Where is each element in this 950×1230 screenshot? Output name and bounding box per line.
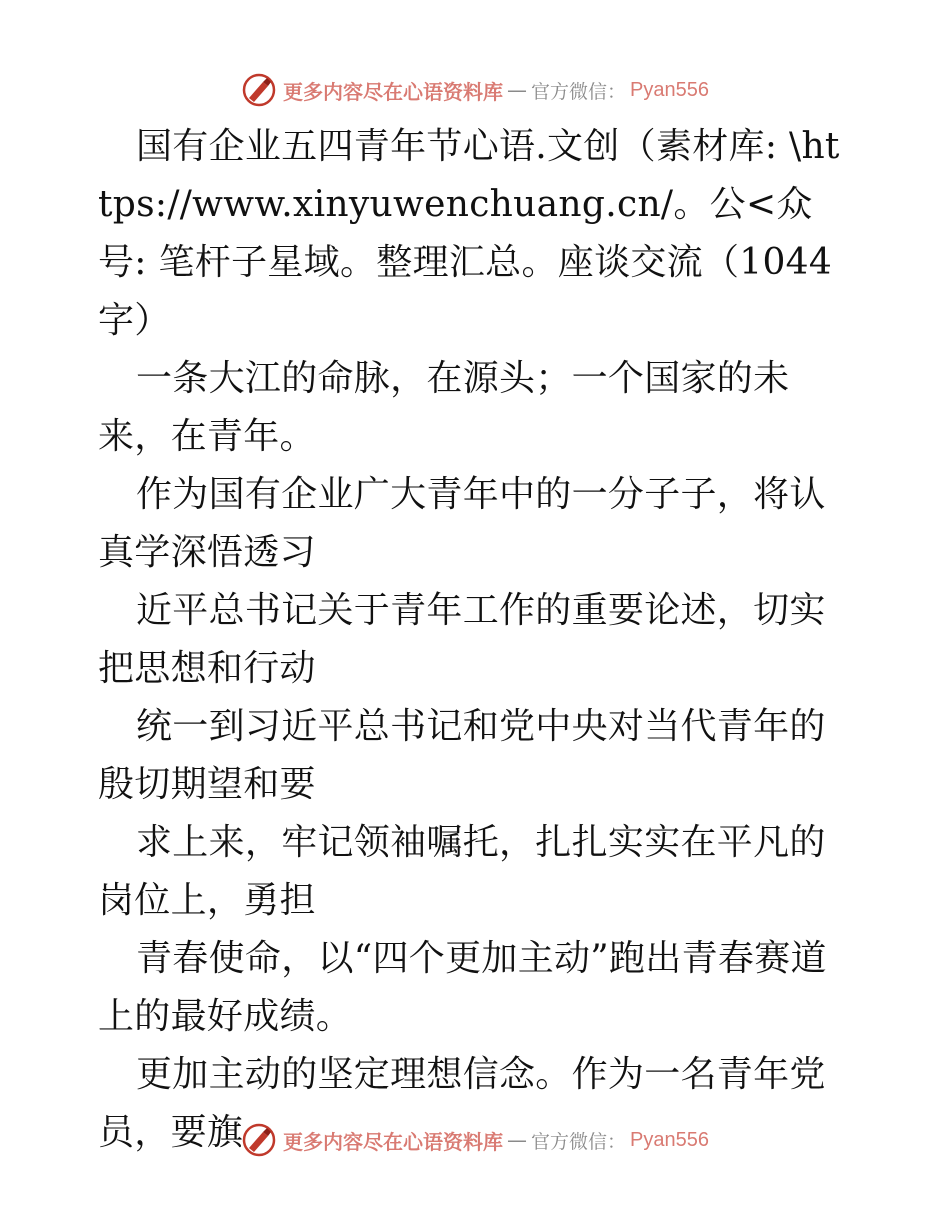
banner-main-text: 更多内容尽在心语资料库 [283,79,503,104]
banner-separator: — [507,78,527,102]
paragraph: 国有企业五四青年节心语.文创（素材库: \https://www.xinyuwenchuang.cn/。公<众号: 笔杆子星域。整理汇总。座谈交流（1044 字） [98,126,840,341]
footer-banner [0,1120,950,1160]
banner-separator: — [507,1128,527,1152]
paragraph: 更加主动的坚定理想信念。作为一名青年党员，要旗 [98,1054,826,1153]
banner-wechat-label: 官方微信： [531,80,627,103]
banner-main-text: 更多内容尽在心语资料库 [283,1129,503,1154]
pen-nib-logo-icon [241,1122,277,1158]
banner-wechat-label: 官方微信： [531,1130,627,1153]
paragraph: 近平总书记关于青年工作的重要论述，切实把思想和行动 [98,590,826,689]
banner-wechat-id: Pyan556 [630,78,709,101]
banner-wechat-id: Pyan556 [630,1128,709,1151]
paragraph: 统一到习近平总书记和党中央对当代青年的殷切期望和要 [98,706,826,805]
pen-nib-logo-icon [241,72,277,108]
header-banner [0,70,950,110]
paragraph: 求上来，牢记领袖嘱托，扎扎实实在平凡的岗位上，勇担 [98,822,826,921]
paragraph: 青春使命，以“四个更加主动”跑出青春赛道上的最好成绩。 [98,938,827,1037]
paragraph: 一条大江的命脉，在源头；一个国家的未来，在青年。 [98,358,790,457]
paragraph: 作为国有企业广大青年中的一分子子，将认真学深悟透习 [98,474,826,573]
document-body [98,118,854,1162]
